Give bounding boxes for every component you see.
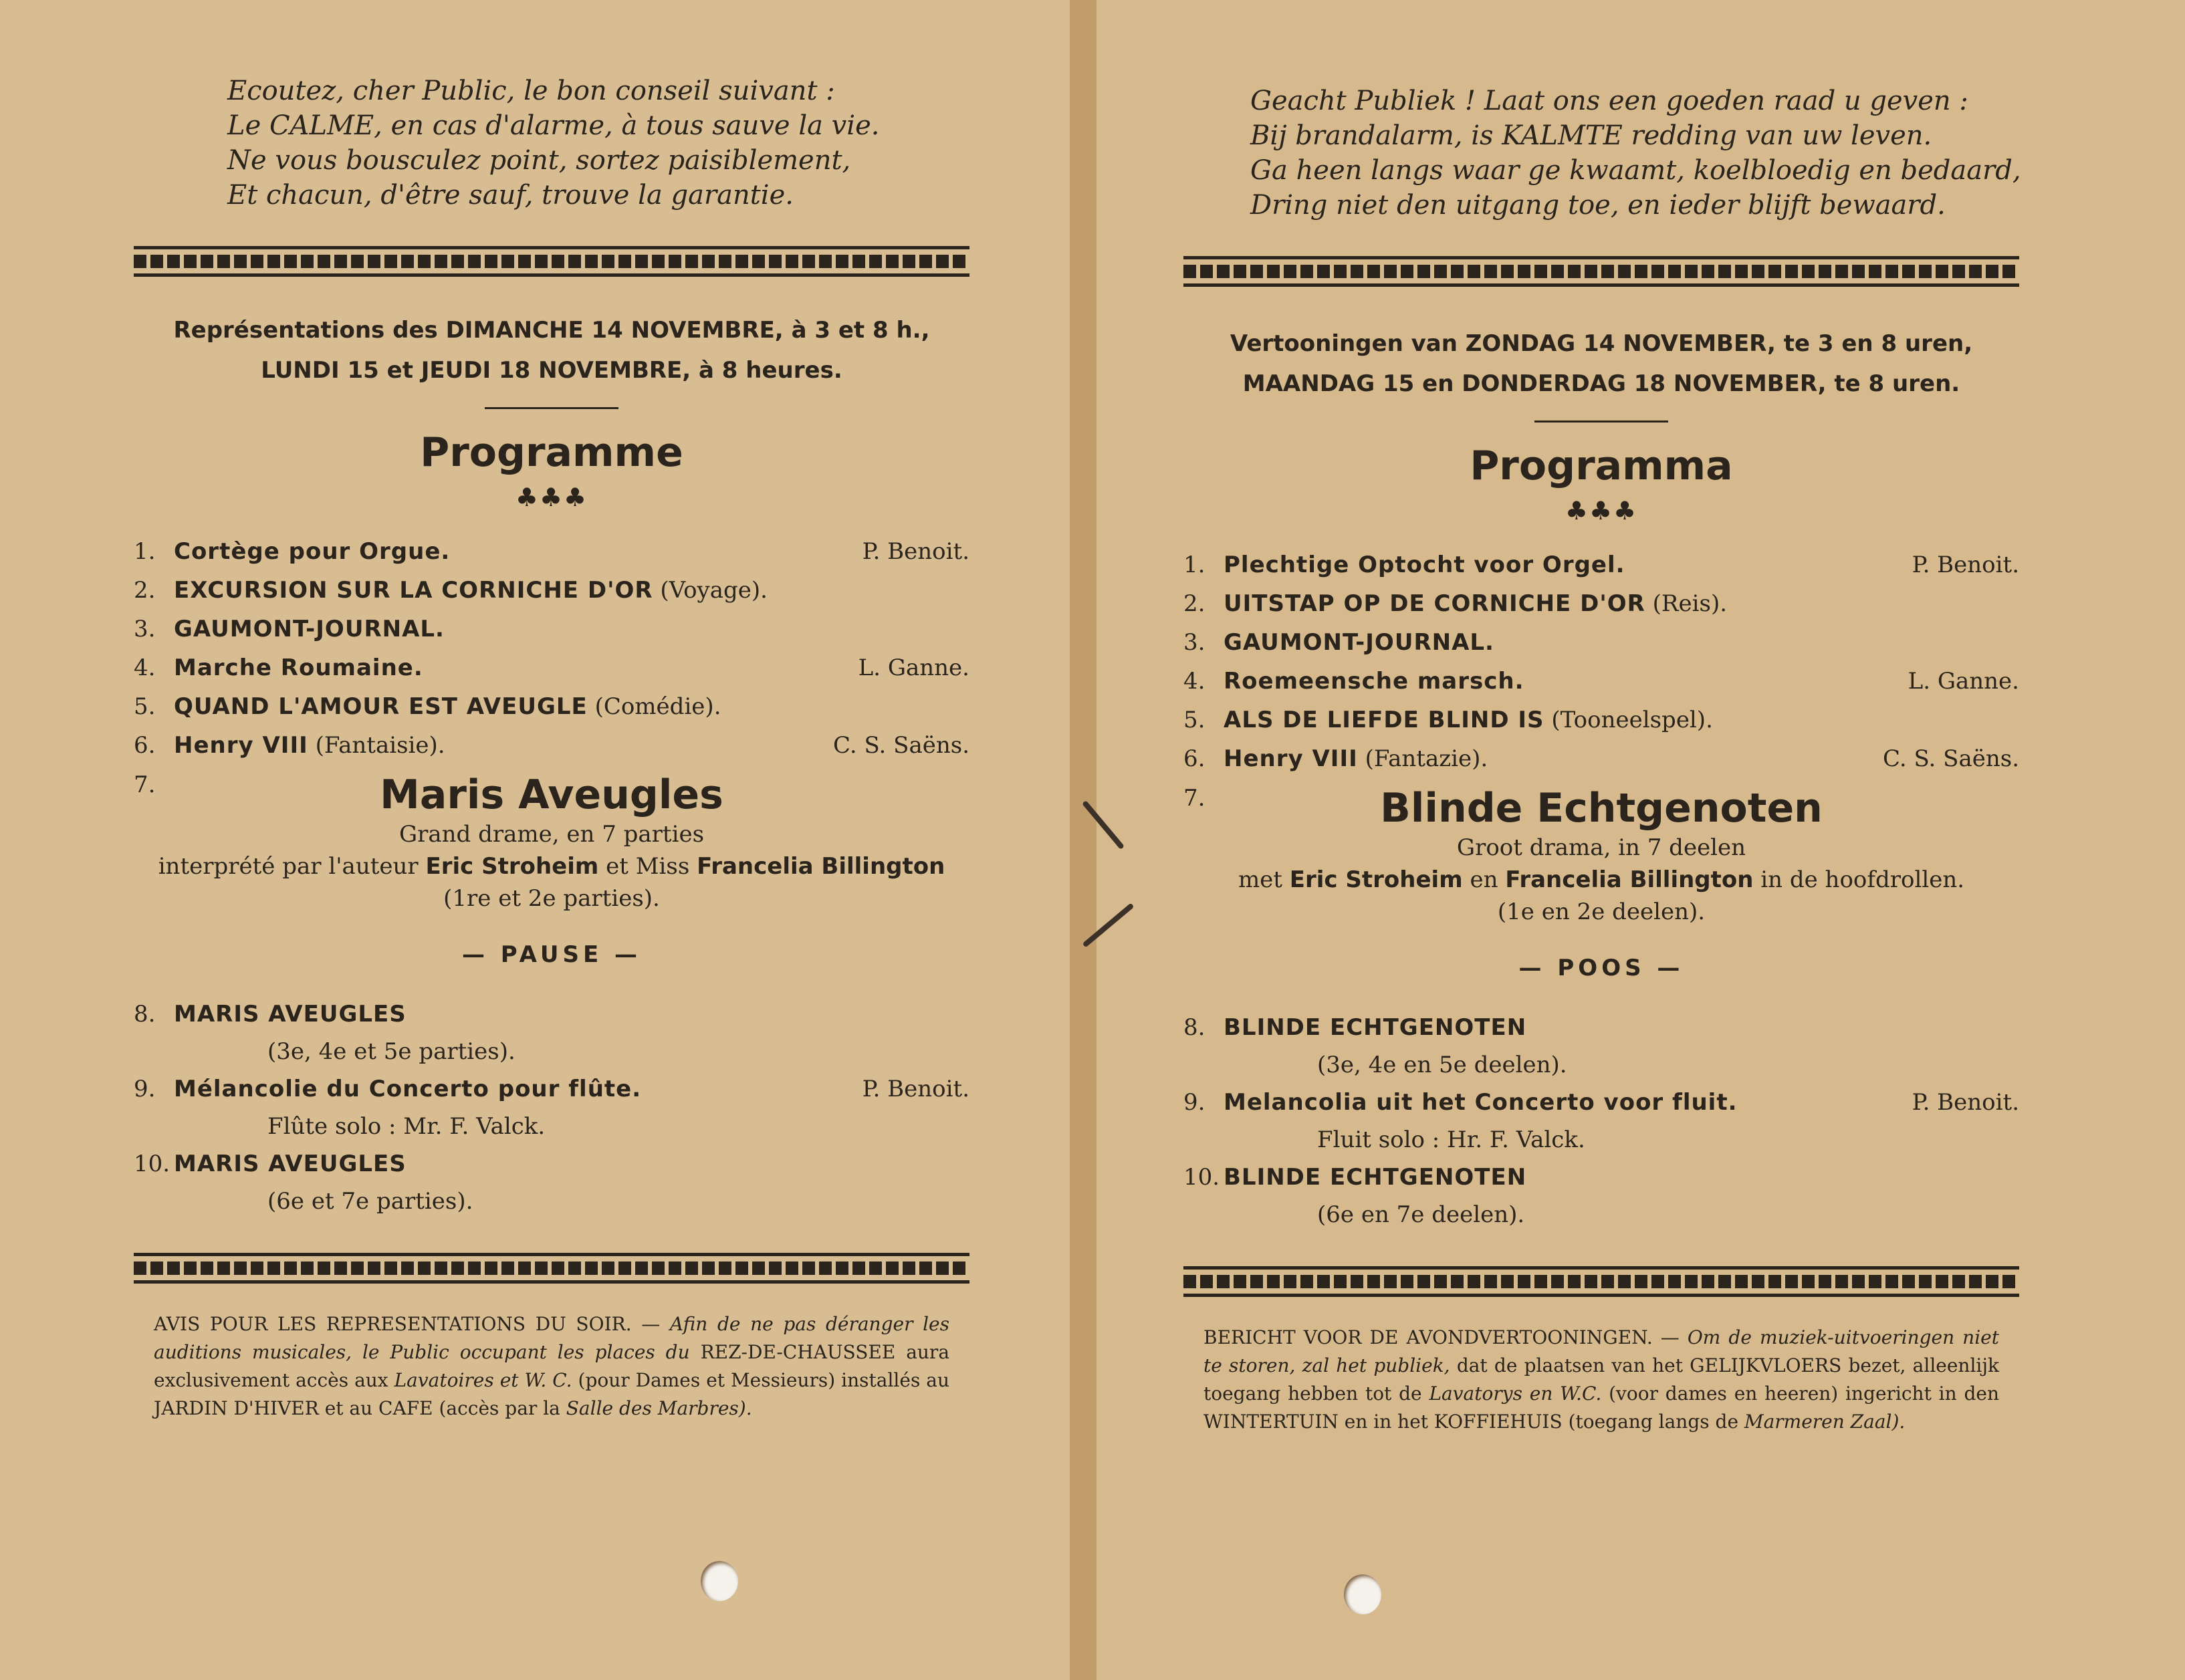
- punch-hole-right: [1344, 1574, 1381, 1614]
- item-title: QUAND L'AMOUR EST AVEUGLE: [174, 693, 588, 720]
- performance-dates: [134, 310, 969, 390]
- program-list: [1183, 546, 2019, 778]
- notice-text: Lavatorys en W.C.: [1429, 1383, 1602, 1405]
- item-title: BLINDE ECHTGENOTEN: [1224, 1014, 1527, 1041]
- notice-text: Lavatoires et W. C.: [394, 1369, 572, 1391]
- notice-text: Marmeren Zaal).: [1744, 1411, 1906, 1433]
- program-item: [1183, 584, 2019, 623]
- feature-number: 7.: [1183, 785, 1205, 812]
- program-item: [134, 610, 969, 648]
- cast-text: met: [1238, 866, 1282, 893]
- item-title: EXCURSION SUR LA CORNICHE D'OR: [174, 577, 653, 604]
- item-title: MARIS AVEUGLES: [174, 1001, 407, 1028]
- item-genre: (Reis).: [1652, 590, 1728, 617]
- performance-dates: [1183, 324, 2019, 404]
- ornament-icon: ♣♣♣: [1565, 496, 1638, 525]
- item-detail: Flûte solo : Mr. F. Valck.: [267, 1113, 546, 1140]
- item-number: 8.: [134, 1001, 156, 1028]
- program-item: [1183, 623, 2019, 662]
- item-title: GAUMONT-JOURNAL.: [1224, 629, 1494, 656]
- safety-poem: [1183, 84, 2019, 223]
- item-composer: C. S. Saëns.: [833, 732, 969, 759]
- item-number: 4.: [134, 654, 156, 681]
- cast-text: interprété par l'auteur: [158, 853, 419, 880]
- actor-name: Eric Stroheim: [1289, 866, 1463, 893]
- item-title: Henry VIII: [1224, 745, 1358, 772]
- feature-cast: [134, 850, 969, 882]
- intermission-label: — PAUSE —: [461, 941, 642, 968]
- item-genre: (Fantazie).: [1365, 745, 1488, 772]
- program-item: [134, 571, 969, 610]
- item-composer: C. S. Saëns.: [1883, 745, 2019, 772]
- item-number: 1.: [134, 538, 156, 565]
- item-composer: P. Benoit.: [1912, 552, 2019, 578]
- item-number: 8.: [1183, 1014, 1205, 1041]
- dates-line: Vertooningen van ZONDAG 14 NOVEMBER, te 3 en 8 uren,: [1230, 330, 1973, 357]
- program-item: [1183, 701, 2019, 739]
- item-number: 4.: [1183, 668, 1205, 695]
- item-composer: P. Benoit.: [1912, 1089, 2019, 1116]
- item-title: Marche Roumaine.: [174, 654, 423, 681]
- item-genre: (Voyage).: [660, 577, 768, 604]
- item-number: 10.: [1183, 1164, 1220, 1191]
- program-item: [134, 648, 969, 687]
- item-title: UITSTAP OP DE CORNICHE D'OR: [1224, 590, 1645, 617]
- program-item: [134, 532, 969, 571]
- feature-cast: [1183, 864, 2019, 896]
- program-item: [1183, 739, 2019, 778]
- feature-block: [1183, 785, 2019, 928]
- notice-text: Afin de ne pas déranger les auditions musicales, le Public occupant les places du: [154, 1313, 949, 1363]
- notice-text: Salle des Marbres).: [566, 1397, 752, 1419]
- item-composer: P. Benoit.: [862, 1076, 969, 1102]
- item-detail: (3e, 4e en 5e deelen).: [1317, 1052, 1567, 1078]
- ornament-icon: ♣♣♣: [515, 483, 588, 512]
- right-column: [1183, 84, 2019, 1436]
- notice-text: dat de plaatsen van het GELIJKVLOERS bezet, alleenlijk toegang hebben tot de: [1203, 1354, 2000, 1405]
- item-detail: (6e en 7e deelen).: [1317, 1201, 1525, 1228]
- feature-title: Maris Aveugles: [380, 771, 723, 818]
- dates-line: Représentations des DIMANCHE 14 NOVEMBRE, à 3 et 8 h.,: [173, 317, 930, 344]
- punch-hole-left: [701, 1561, 738, 1601]
- item-title: Cortège pour Orgue.: [174, 538, 451, 565]
- feature-title: Blinde Echtgenoten: [1380, 785, 1823, 832]
- program-item: [1183, 662, 2019, 701]
- feature-number: 7.: [134, 771, 156, 798]
- cast-text: en: [1470, 866, 1498, 893]
- item-number: 10.: [134, 1151, 170, 1177]
- program-list-2: [1183, 1008, 2019, 1233]
- poem-line: Et chacun, d'être sauf, trouve la garantie.: [227, 180, 794, 211]
- item-number: 5.: [134, 693, 156, 720]
- item-title: ALS DE LIEFDE BLIND IS: [1224, 707, 1544, 733]
- left-column: [134, 74, 969, 1423]
- notice-text: Om de muziek-uitvoeringen niet te storen, zal het publiek,: [1203, 1326, 1999, 1376]
- decorative-band: [1183, 1266, 2019, 1297]
- item-number: 2.: [134, 577, 156, 604]
- dates-line: LUNDI 15 et JEUDI 18 NOVEMBRE, à 8 heures.: [261, 357, 842, 384]
- item-detail: (3e, 4e et 5e parties).: [267, 1038, 515, 1065]
- feature-parts: (1e en 2e deelen).: [1497, 898, 1706, 925]
- poem-line: Le CALME, en cas d'alarme, à tous sauve la vie.: [227, 110, 880, 141]
- program-item: [1183, 546, 2019, 584]
- program-item: [1183, 1158, 2019, 1197]
- notice-text: (pour Dames et Messieurs) installés au JARDIN D'HIVER et au CAFE (accès par la: [154, 1369, 949, 1419]
- poem-line: Ga heen langs waar ge kwaamt, koelbloedig en bedaard,: [1250, 155, 2021, 186]
- feature-block: [134, 771, 969, 915]
- item-title: Mélancolie du Concerto pour flûte.: [174, 1076, 642, 1102]
- program-item: [1183, 1008, 2019, 1047]
- poem-line: Ne vous bousculez point, sortez paisiblement,: [227, 145, 851, 176]
- program-list-2: [134, 995, 969, 1219]
- program-item: [134, 1070, 969, 1108]
- poem-line: Geacht Publiek ! Laat ons een goeden raad u geven :: [1250, 86, 1968, 116]
- evening-notice: [134, 1310, 969, 1423]
- notice-lead: AVIS POUR LES REPRESENTATIONS DU SOIR. —: [154, 1313, 661, 1335]
- actor-name: Francelia Billington: [697, 853, 945, 880]
- item-number: 5.: [1183, 707, 1205, 733]
- program-item: [134, 995, 969, 1034]
- program-title: Programme: [420, 429, 683, 476]
- program-item: [134, 1145, 969, 1183]
- program-item: [134, 726, 969, 765]
- item-title: GAUMONT-JOURNAL.: [174, 616, 445, 642]
- item-detail: Fluit solo : Hr. F. Valck.: [1317, 1126, 1585, 1153]
- item-title: BLINDE ECHTGENOTEN: [1224, 1164, 1527, 1191]
- program-item: [134, 687, 969, 726]
- intermission-label: — POOS —: [1518, 955, 1684, 981]
- cast-text: et Miss: [606, 853, 690, 880]
- item-number: 6.: [134, 732, 156, 759]
- item-title: Plechtige Optocht voor Orgel.: [1224, 552, 1625, 578]
- decorative-band: [134, 1253, 969, 1284]
- program-title: Programma: [1470, 443, 1733, 489]
- safety-poem: [134, 74, 969, 213]
- item-number: 9.: [1183, 1089, 1205, 1116]
- actor-name: Francelia Billington: [1505, 866, 1754, 893]
- item-genre: (Tooneelspel).: [1551, 707, 1713, 733]
- item-genre: (Comédie).: [594, 693, 721, 720]
- item-genre: (Fantaisie).: [315, 732, 445, 759]
- item-composer: P. Benoit.: [862, 538, 969, 565]
- item-number: 2.: [1183, 590, 1205, 617]
- poem-line: Ecoutez, cher Public, le bon conseil suivant :: [227, 76, 835, 106]
- item-composer: L. Ganne.: [1908, 668, 2019, 695]
- program-item: [1183, 1083, 2019, 1122]
- dates-line: MAANDAG 15 en DONDERDAG 18 NOVEMBER, te 8 uren.: [1242, 370, 1960, 397]
- notice-text: REZ-DE-CHAUSSEE aura exclusivement accès aux: [154, 1341, 950, 1391]
- decorative-band: [1183, 256, 2019, 287]
- item-title: Henry VIII: [174, 732, 308, 759]
- feature-parts: (1re et 2e parties).: [443, 885, 660, 912]
- divider: [1534, 421, 1668, 423]
- program-list: [134, 532, 969, 765]
- divider: [485, 407, 618, 409]
- poem-line: Bij brandalarm, is KALMTE redding van uw leven.: [1250, 120, 1932, 151]
- item-number: 9.: [134, 1076, 156, 1102]
- feature-subtitle: Grand drame, en 7 parties: [398, 821, 705, 848]
- item-composer: L. Ganne.: [858, 654, 969, 681]
- item-number: 6.: [1183, 745, 1205, 772]
- notice-lead: BERICHT VOOR DE AVONDVERTOONINGEN. —: [1203, 1326, 1680, 1348]
- page-gutter: [1070, 0, 1097, 1680]
- poem-line: Dring niet den uitgang toe, en ieder blijft bewaard.: [1250, 190, 1946, 221]
- evening-notice: [1183, 1324, 2019, 1436]
- cast-text: in de hoofdrollen.: [1760, 866, 1965, 893]
- item-number: 1.: [1183, 552, 1205, 578]
- actor-name: Eric Stroheim: [425, 853, 599, 880]
- item-title: Melancolia uit het Concerto voor fluit.: [1224, 1089, 1738, 1116]
- item-number: 3.: [134, 616, 156, 642]
- decorative-band: [134, 246, 969, 277]
- notice-text: (voor dames en heeren) ingericht in den WINTERTUIN en in het KOFFIEHUIS (toegang langs de: [1203, 1383, 1999, 1433]
- item-title: Roemeensche marsch.: [1224, 668, 1524, 695]
- item-detail: (6e et 7e parties).: [267, 1188, 473, 1215]
- feature-subtitle: Groot drama, in 7 deelen: [1456, 834, 1746, 861]
- item-title: MARIS AVEUGLES: [174, 1151, 407, 1177]
- item-number: 3.: [1183, 629, 1205, 656]
